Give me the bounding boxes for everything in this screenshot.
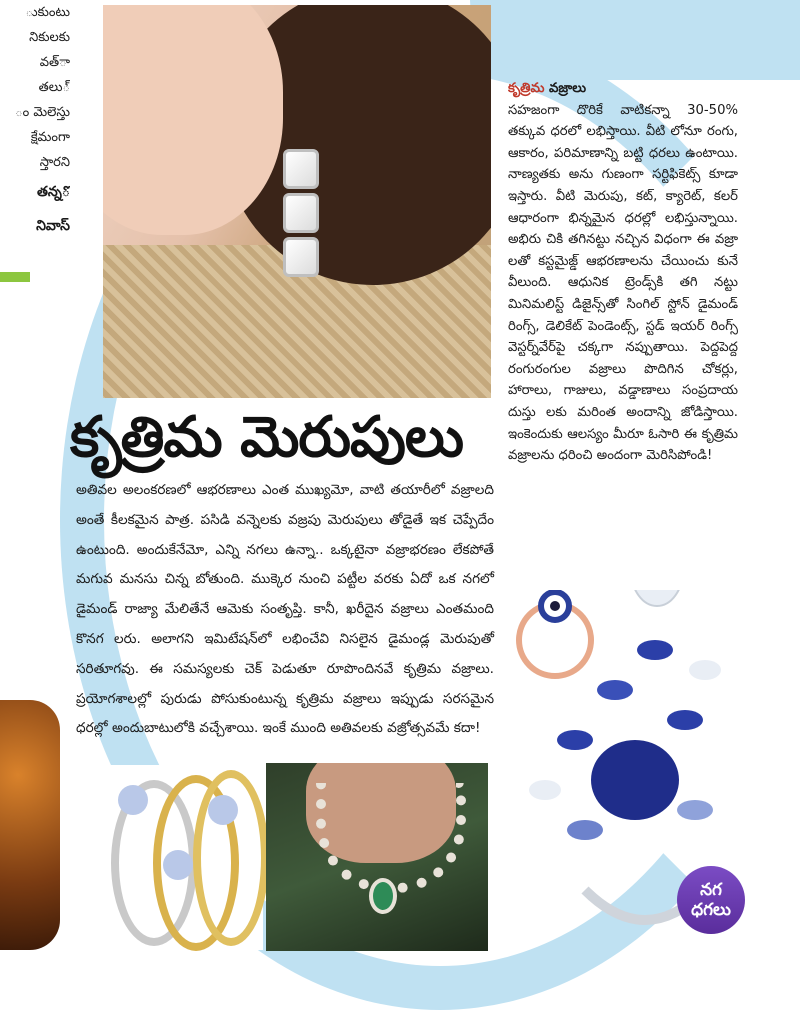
left-column-fragment [0,0,70,240]
pear-earring [627,590,683,606]
solitaire-ring [519,592,591,676]
badge-line1: నగ [700,880,722,900]
decorative-band [470,0,800,80]
earring [281,145,321,265]
diamond-stone [208,795,238,825]
article-body [76,476,494,744]
left-line: స్తారని [39,155,70,170]
model-earring-photo [103,5,491,398]
left-line: ్తలు [38,80,70,95]
sidebar-text [508,78,738,467]
byline: ోతన్న [37,184,70,200]
article-paragraph: అతివల అలంకరణలో ఆభరణాలు ఎంత ముఖ్యమో, వాటి తయారీలో వజ్రాలది అంతే కీలకమైన పాత్ర. పసిడి వన్నెలకు వజ్రపు మెరుపులు తోడైతే ఇక చెప్పేదేం ఉంటుంది. అందుకేనేమో, ఎన్ని నగలు ఉన్నా.. ఒక్కటైనా వజ్రాభరణం లేకపోతే మగువ మనసు చిన్న బోతుంది. ముక్కెర నుంచి పట్టీల వరకు ఏదో ఒక నగలో డైమండ్ రాజ్యా మేలితేనే ఆమెకు సంతృప్తి. కానీ, ఖరీదైన వజ్రాలు ఎంతమంది కొనగ లరు. అలాగని ఇమిటేషన్‌లో లభించేవి నిసలైన డైమండ్ల మెరుపుతో సరితూగవు. ఈ సమస్యలకు చెక్ పెడుతూ రూపొందినవే కృత్రిమ వజ్రాలు. ప్రయోగశాలల్లో పురుడు పోసుకుంటున్న కృత్రిమ వజ్రాలు ఇప్పుడు సరసమైన ధరల్లో అందుబాటులోకి వచ్చేశాయి. ఇంకే ముంది అతివలకు వజ్రోత్సవమే కదా! [76,482,494,737]
left-line: ావత్ [39,55,70,70]
sidebar-heading: వజ్రాలు [544,81,587,96]
headline: కృత్రిమ మెరుపులు [70,404,463,470]
diamond-stone [118,785,148,815]
green-divider [0,272,30,282]
interlocking-rings-photo [103,765,263,950]
section-badge [677,866,745,934]
left-line: నికులకు [29,30,70,45]
food-photo-fragment [0,700,60,950]
byline: నివాస్ [36,218,70,234]
diamond-necklace-photo [266,763,488,951]
sidebar-heading-highlight: కృత్రిమ [508,81,545,96]
sidebar-body: సహజంగా దొరికే వాటికన్నా 30-50% తక్కువ ధరలో లభిస్తాయి. వీటి లోనూ రంగు, ఆకారం, పరిమాణాన్ని బట్టి ధరలు ఉంటాయి. నాణ్యతకు అను గుణంగా సర్టిఫికెట్స్ కూడా ఇస్తారు. వీటి మెరుపు, కట్, క్యారెట్, కలర్ ఆధారంగా భిన్నమైన ధరల్లో లభిస్తున్నాయి. అభిరు చికి తగినట్టు నచ్చిన విధంగా ఈ వజ్రా లతో కస్టమైజ్డ్ ఆభరణాలను చేయించు కునే వీలుంది. ఆధునిక ట్రెండ్స్‌కి తగి నట్టు మినిమలిస్ట్ డిజైన్స్‌తో సింగిల్ స్టోన్ డైమండ్ రింగ్స్, డెలికేట్ పెండెంట్స్, స్టడ్ ఇయర్ రింగ్స్ వెస్టర్న్‌వేర్‌పై చక్కగా నప్పుతాయి. పెద్దపెద్ద రంగురంగుల వజ్రాలు పొదిగిన చోకర్లు, హారాలు, గాజులు, వడ్డాణాలు సంప్రదాయ దుస్తు లకు మరింత అందాన్ని జోడిస్తాయి. ఇంకెందుకు ఆలస్యం మీరూ ఓసారి ఈ కృత్రిమ వజ్రాలను ధరించి అందంగా మెరిసిపోండి! [508,102,738,464]
left-line: క్షేమంగా [30,130,70,145]
left-line: ుకుంటు [25,5,70,20]
left-line: ం మెలెస్తు [15,105,70,120]
diamond-stone [163,850,193,880]
sidebar-column [508,78,738,467]
emerald-pendant [369,878,397,914]
necklace-chain [316,783,466,893]
badge-line2: ధగలు [691,900,731,920]
